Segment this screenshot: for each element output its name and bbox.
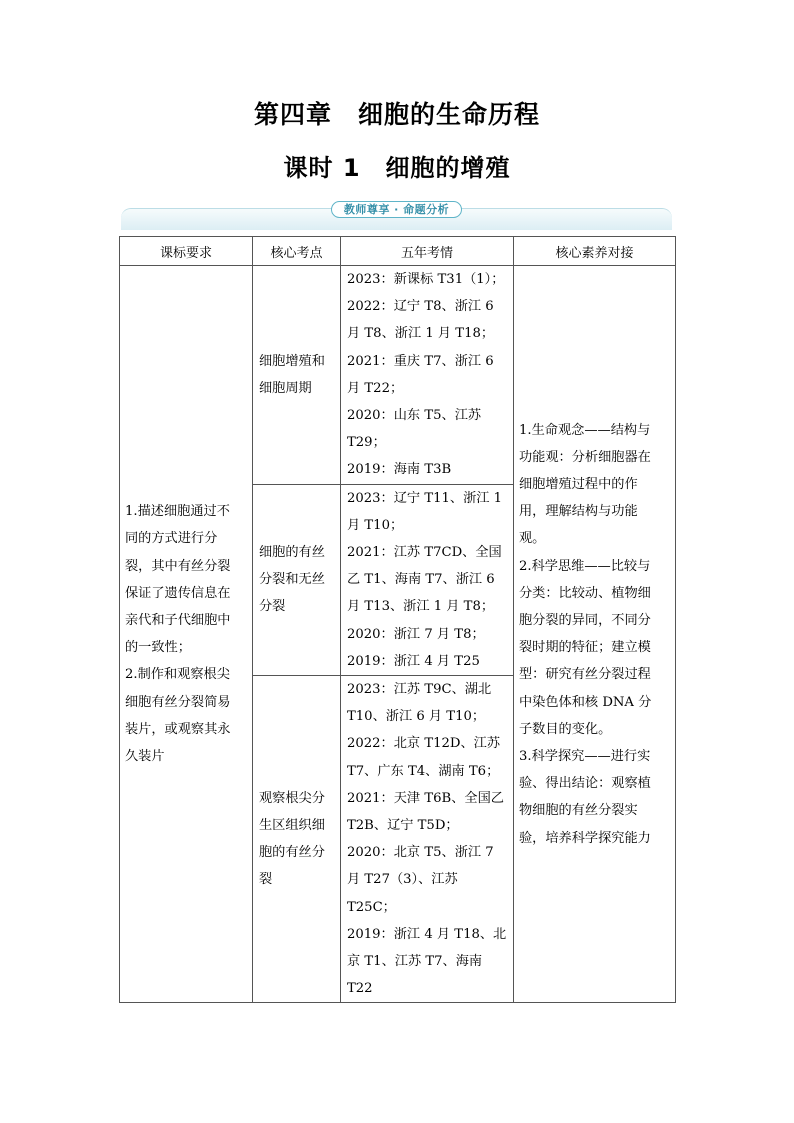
exam-line: 2020：北京 T5、浙江 7	[347, 845, 494, 861]
table-header-row	[120, 237, 676, 266]
exam-line: T25C；	[347, 899, 396, 915]
literacy-line: 中染色体和核 DNA 分	[519, 694, 652, 710]
key-point-cell	[253, 484, 341, 675]
key-point-line: 观察根尖分	[259, 790, 325, 806]
literacy-line: 分类：比较动、植物细	[519, 585, 651, 601]
exam-history-cell	[341, 676, 514, 1003]
exam-line: T29；	[347, 435, 386, 451]
exam-line: 月 T8、浙江 1 月 T18；	[347, 326, 495, 342]
exam-line: 2019：浙江 4 月 T18、北	[347, 926, 507, 942]
curriculum-line: 的一致性；	[125, 640, 191, 656]
literacy-line: 观。	[519, 531, 546, 547]
exam-line: T7、广东 T4、湖南 T6；	[347, 763, 500, 779]
key-point-line: 胞的有丝分	[259, 845, 325, 861]
exam-line: 2020：浙江 7 月 T8；	[347, 626, 485, 642]
literacy-line: 用，理解结构与功能	[519, 504, 638, 520]
key-point-cell	[253, 676, 341, 1003]
curriculum-line: 久装片	[125, 749, 165, 765]
key-point-line: 生区组织细	[259, 818, 325, 834]
literacy-line: 功能观：分析细胞器在	[519, 449, 651, 465]
literacy-line: 物细胞的有丝分裂实	[519, 803, 638, 819]
curriculum-line: 裂，其中有丝分裂	[125, 558, 231, 574]
exam-line: 2023：江苏 T9C、湖北	[347, 682, 492, 698]
exam-history-cell	[341, 266, 514, 485]
literacy-line: 验，培养科学探究能力	[519, 830, 651, 846]
exam-line: 2019：浙江 4 月 T25	[347, 653, 480, 669]
literacy-line: 细胞增殖过程中的作	[519, 477, 638, 493]
exam-line: 2021：重庆 T7、浙江 6	[347, 353, 494, 369]
curriculum-line: 细胞有丝分裂简易	[125, 694, 231, 710]
literacy-line: 3.科学探究——进行实	[519, 749, 651, 765]
exam-line: T2B、辽宁 T5D；	[347, 818, 459, 834]
exam-line: 乙 T1、海南 T7、浙江 6	[347, 572, 495, 588]
key-point-line: 裂	[259, 872, 273, 888]
exam-line: 2021：江苏 T7CD、全国	[347, 545, 502, 561]
exam-line: 2021：天津 T6B、全国乙	[347, 790, 504, 806]
literacy-line: 胞分裂的异同，不同分	[519, 613, 651, 629]
literacy-line: 型：研究有丝分裂过程	[519, 667, 651, 683]
exam-line: 月 T10；	[347, 517, 404, 533]
exam-line: 京 T1、江苏 T7、海南	[347, 954, 483, 970]
header-key-point: 核心考点	[253, 237, 341, 266]
exam-line: 2022：北京 T12D、江苏	[347, 736, 501, 752]
header-curriculum: 课标要求	[120, 237, 253, 266]
exam-history-cell	[341, 484, 514, 675]
literacy-line: 子数目的变化。	[519, 721, 612, 737]
header-exam-history: 五年考情	[341, 237, 514, 266]
exam-line: T10、浙江 6 月 T10；	[347, 709, 486, 725]
curriculum-line: 亲代和子代细胞中	[125, 613, 231, 629]
curriculum-line: 装片，或观察其永	[125, 721, 231, 737]
exam-line: 2023：辽宁 T11、浙江 1	[347, 490, 503, 506]
key-point-line: 细胞的有丝	[259, 545, 325, 561]
key-point-cell	[253, 266, 341, 485]
key-point-line: 分裂和无丝	[259, 572, 325, 588]
exam-line: 月 T22；	[347, 380, 404, 396]
key-point-line: 分裂	[259, 599, 286, 615]
key-point-line: 细胞周期	[259, 380, 312, 396]
exam-line: T22	[347, 981, 373, 997]
curriculum-line: 2.制作和观察根尖	[125, 667, 230, 683]
exam-line: 月 T27（3）、江苏	[347, 872, 458, 888]
literacy-line: 裂时期的特征；建立模	[519, 640, 651, 656]
exam-line: 2023：新课标 T31（1）；	[347, 272, 505, 287]
literacy-line: 验、得出结论：观察植	[519, 776, 651, 792]
analysis-table	[119, 236, 676, 1003]
curriculum-line: 保证了遗传信息在	[125, 585, 231, 601]
banner-label: 教师尊享 · 命题分析	[331, 201, 462, 218]
exam-line: 月 T13、浙江 1 月 T8；	[347, 599, 495, 615]
lesson-title: 课时 1 细胞的增殖	[283, 154, 511, 182]
exam-line: 2022：辽宁 T8、浙江 6	[347, 299, 494, 315]
literacy-line: 1.生命观念——结构与	[519, 422, 651, 438]
curriculum-line: 同的方式进行分	[125, 531, 218, 547]
curriculum-requirement-cell	[120, 266, 253, 1003]
key-point-line: 细胞增殖和	[259, 353, 325, 369]
exam-line: 2020：山东 T5、江苏	[347, 408, 482, 424]
chapter-title: 第四章 细胞的生命历程	[253, 100, 540, 129]
header-core-literacy: 核心素养对接	[514, 237, 676, 266]
core-literacy-cell	[514, 266, 676, 1003]
table-row	[120, 266, 676, 485]
exam-line: 2019：海南 T3B	[347, 462, 452, 478]
literacy-line: 2.科学思维——比较与	[519, 558, 651, 574]
curriculum-line: 1.描述细胞通过不	[125, 504, 230, 520]
